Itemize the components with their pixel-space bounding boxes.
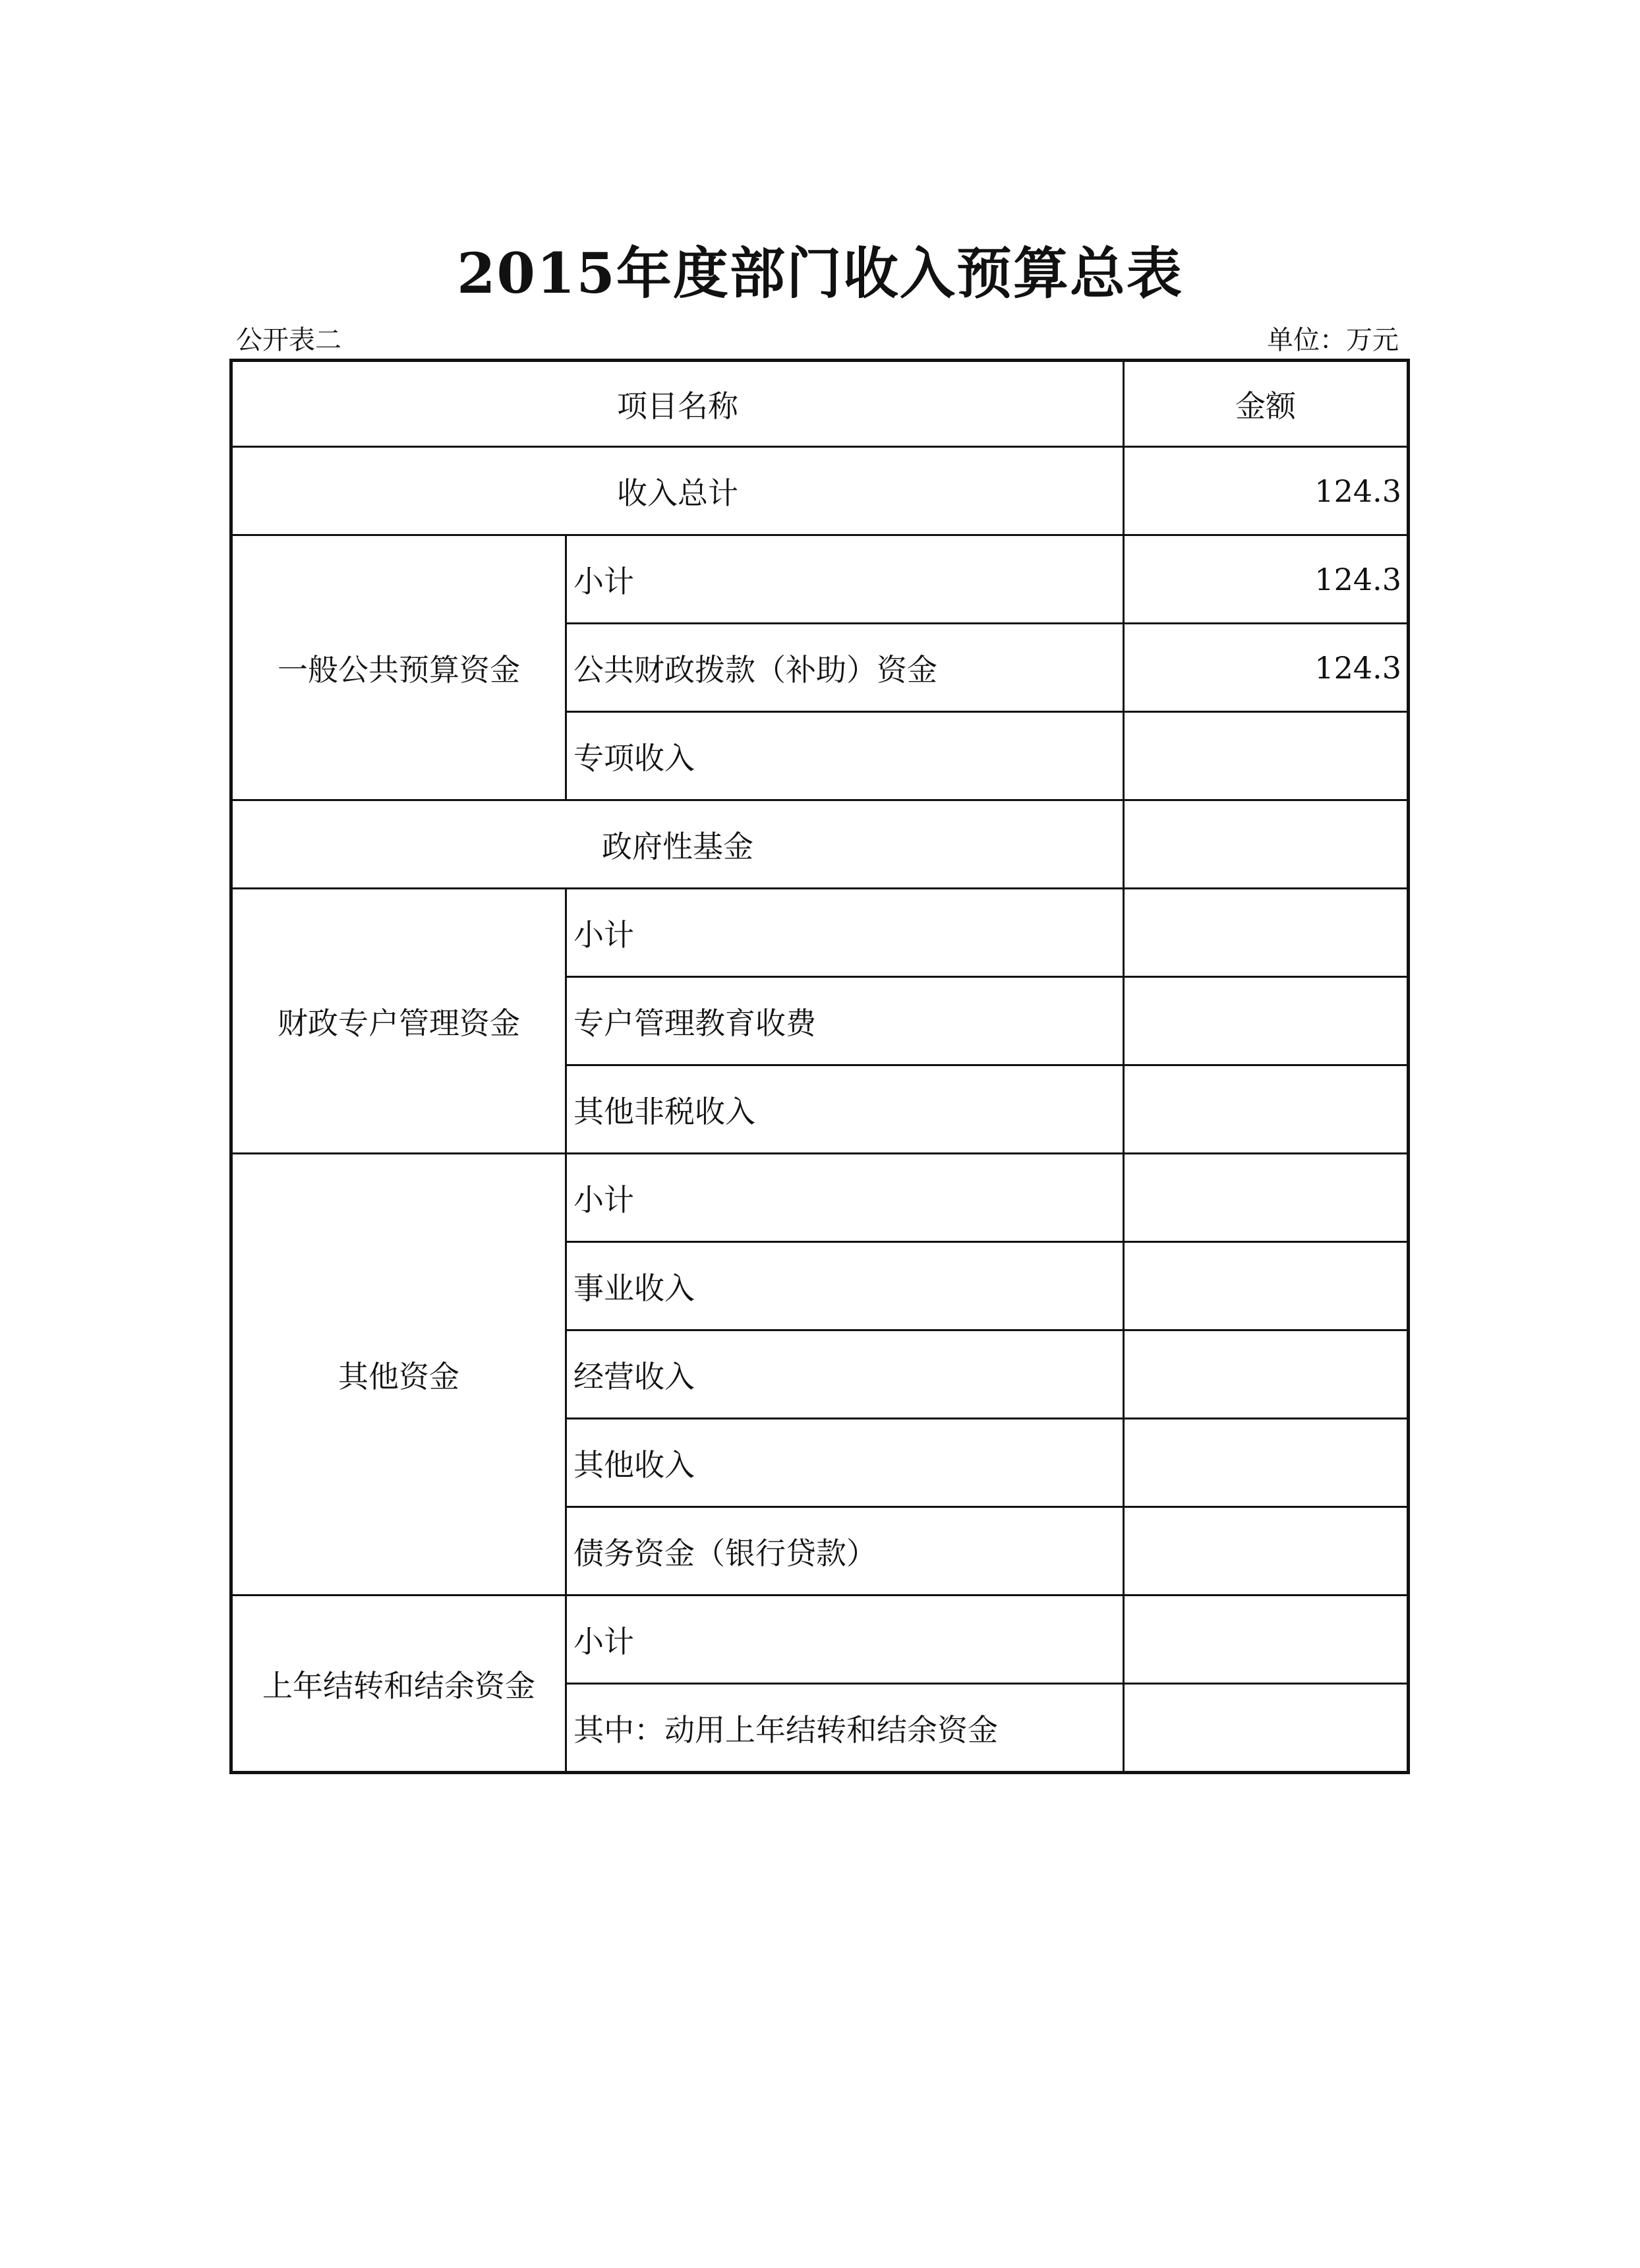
row-amount: [1124, 1330, 1409, 1419]
total-label: 收入总计: [231, 447, 1124, 535]
row-amount: [1124, 1065, 1409, 1154]
header-amount: 金额: [1124, 361, 1409, 447]
row-label: 小计: [566, 535, 1124, 624]
row-label: 小计: [566, 1154, 1124, 1242]
row-amount: 124.3: [1124, 535, 1409, 624]
table-row: [231, 1154, 1409, 1242]
row-label: 经营收入: [566, 1330, 1124, 1419]
group-name-special-account: 财政专户管理资金: [231, 889, 566, 1154]
row-amount: [1124, 1419, 1409, 1507]
row-amount: [1124, 712, 1409, 800]
group-name-government-fund: 政府性基金: [231, 800, 1124, 889]
group-name-other-funds: 其他资金: [231, 1154, 566, 1596]
table-id-label: 公开表二: [236, 325, 341, 355]
row-amount: [1124, 1596, 1409, 1684]
group-name-carryover: 上年结转和结余资金: [231, 1596, 566, 1773]
row-amount: [1124, 977, 1409, 1065]
table-row-government-fund: [231, 800, 1409, 889]
group-name-general-budget: 一般公共预算资金: [231, 535, 566, 800]
row-label: 专项收入: [566, 712, 1124, 800]
row-amount: 124.3: [1124, 624, 1409, 712]
row-label: 专户管理教育收费: [566, 977, 1124, 1065]
budget-table: [229, 359, 1410, 1774]
row-label: 小计: [566, 1596, 1124, 1684]
table-header-row: [231, 361, 1409, 447]
row-label: 公共财政拨款（补助）资金: [566, 624, 1124, 712]
row-amount: [1124, 1242, 1409, 1330]
row-amount: [1124, 889, 1409, 977]
table-row: [231, 889, 1409, 977]
header-item-name: 项目名称: [231, 361, 1124, 447]
row-amount: [1124, 1154, 1409, 1242]
row-label: 事业收入: [566, 1242, 1124, 1330]
row-label: 其他非税收入: [566, 1065, 1124, 1154]
page-title: 2015年度部门收入预算总表: [457, 241, 1183, 306]
row-amount: [1124, 800, 1409, 889]
row-label: 小计: [566, 889, 1124, 977]
row-label: 其他收入: [566, 1419, 1124, 1507]
row-amount: [1124, 1507, 1409, 1596]
unit-label: 单位：万元: [1267, 325, 1399, 355]
table-row: [231, 1596, 1409, 1684]
table-row: [231, 535, 1409, 624]
row-label: 债务资金（银行贷款）: [566, 1507, 1124, 1596]
row-label: 其中：动用上年结转和结余资金: [566, 1684, 1124, 1773]
row-amount: [1124, 1684, 1409, 1773]
total-amount: 124.3: [1124, 447, 1409, 535]
table-row-total: [231, 447, 1409, 535]
